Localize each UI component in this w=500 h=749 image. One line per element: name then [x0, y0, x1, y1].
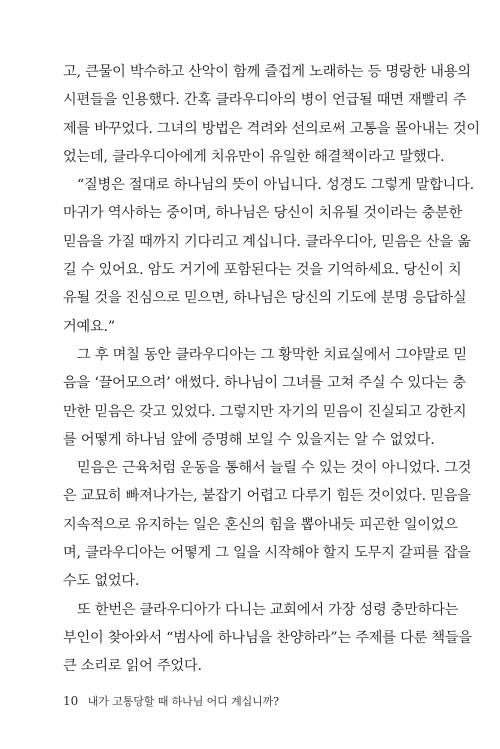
body-text — [63, 58, 480, 681]
paragraph-first-line: 그 후 며칠 동안 클라우디아는 그 황막한 치료실에서 그야말로 믿 — [77, 346, 467, 363]
text-line: 시편들을 인용했다. 간혹 클라우디아의 병이 언급될 때면 재빨리 주 — [63, 92, 467, 109]
text-line: 었는데, 클라우디아에게 치유만이 유일한 해결책이라고 말했다. — [63, 148, 445, 165]
text-line: 음을 ‘끌어모으려’ 애썼다. 하나님이 그녀를 고쳐 주실 수 있다는 충 — [63, 375, 466, 392]
page-number: 10 — [63, 694, 79, 708]
text-line: 믿음을 가질 때까지 기다리고 계십니다. 클라우디아, 믿음은 산을 옮 — [63, 233, 471, 250]
text-line: 은 교묘히 빠져나가는, 붙잡기 어렵고 다루기 힘든 것이었다. 믿음을 — [63, 488, 471, 505]
paragraph-first-line: 믿음은 근육처럼 운동을 통해서 늘릴 수 있는 것이 아니었다. 그것 — [77, 460, 472, 477]
text-line: 유될 것을 진심으로 믿으면, 하나님은 당신의 기도에 분명 응답하실 — [63, 290, 467, 307]
running-head: 내가 고통당할 때 하나님 어디 계십니까? — [87, 695, 279, 708]
text-line: 며, 클라우디아는 어떻게 그 일을 시작해야 할지 도무지 갈피를 잡을 — [63, 545, 471, 562]
text-line: 지속적으로 유지하는 일은 혼신의 힘을 뽑아내듯 피곤한 일이었으 — [63, 516, 458, 533]
text-line: 만한 믿음은 갖고 있었다. 그렇지만 자기의 믿음이 진실되고 강한지 — [63, 403, 467, 420]
paragraph-first-line: “질병은 절대로 하나님의 뜻이 아닙니다. 성경도 그렇게 말합니다. — [77, 177, 474, 194]
text-line: 제를 바꾸었다. 그녀의 방법은 격려와 선의로써 고통을 몰아내는 것이 — [63, 120, 480, 137]
page-footer — [63, 694, 279, 709]
text-line: 마귀가 역사하는 중이며, 하나님은 당신이 치유될 것이라는 충분한 — [63, 205, 463, 222]
text-line: 를 어떻게 하나님 앞에 증명해 보일 수 있을지는 알 수 없었다. — [63, 431, 435, 448]
text-line: 고, 큰물이 박수하고 산악이 함께 즐겁게 노래하는 등 명랑한 내용의 — [63, 64, 471, 80]
text-line: 거예요.” — [63, 318, 115, 335]
paragraph-first-line: 또 한번은 클라우디아가 다니는 교회에서 가장 성령 충만하다는 — [77, 601, 459, 618]
text-line: 수도 없었다. — [63, 573, 140, 590]
text-line: 큰 소리로 읽어 주었다. — [63, 658, 202, 675]
text-line: 길 수 있어요. 암도 거기에 포함된다는 것을 기억하세요. 당신이 치 — [63, 262, 462, 279]
text-line: 부인이 찾아와서 “범사에 하나님을 찬양하라”는 주제를 다룬 책들을 — [63, 629, 472, 646]
